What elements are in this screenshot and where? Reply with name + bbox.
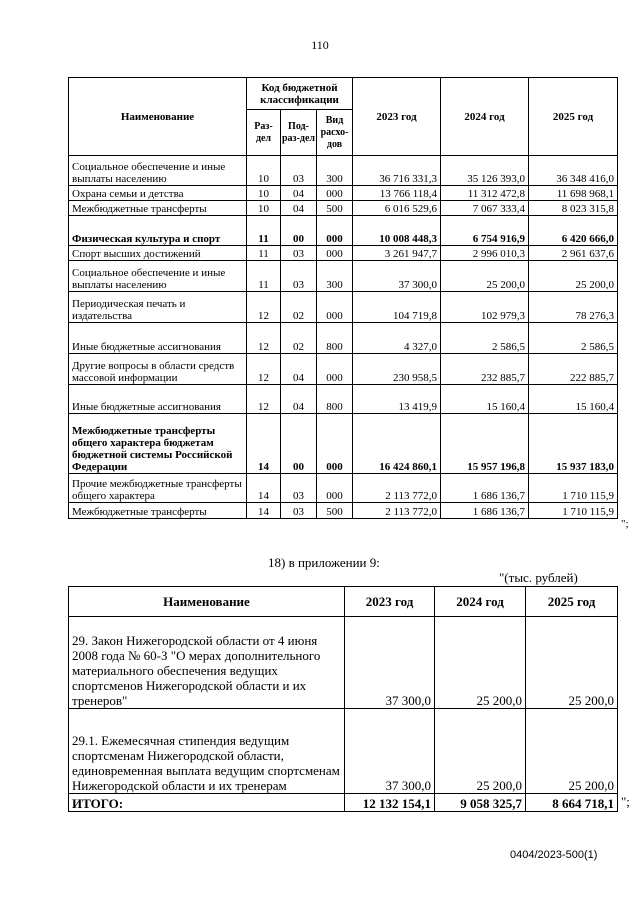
row-vid: 300 (317, 261, 353, 292)
row-vid: 000 (317, 186, 353, 201)
row-2025: 25 200,0 (526, 617, 618, 709)
row-podrazdel: 03 (281, 246, 317, 261)
table-row (69, 474, 618, 503)
row-razdel: 11 (247, 246, 281, 261)
header-2025: 2025 год (529, 78, 618, 156)
row-razdel: 14 (247, 474, 281, 503)
row-2023: 37 300,0 (345, 709, 435, 794)
header-code-group: Код бюджетной классификации (247, 78, 353, 110)
table1-closing-quote: "; (621, 518, 629, 530)
table2-closing-quote: "; (621, 794, 630, 809)
row-podrazdel: 03 (281, 503, 317, 519)
row-2024: 11 312 472,8 (441, 186, 529, 201)
row-2023: 230 958,5 (353, 354, 441, 385)
row-2025: 11 698 968,1 (529, 186, 618, 201)
row-podrazdel: 03 (281, 474, 317, 503)
row-podrazdel: 00 (281, 216, 317, 246)
table-row (69, 246, 618, 261)
row-2024: 25 200,0 (441, 261, 529, 292)
row-2024: 15 957 196,8 (441, 414, 529, 474)
units-label: "(тыс. рублей) (499, 570, 578, 585)
row-2023: 2 113 772,0 (353, 503, 441, 519)
row-2024: 1 686 136,7 (441, 474, 529, 503)
row-vid: 500 (317, 201, 353, 216)
row-2024: 25 200,0 (435, 617, 526, 709)
table-row (69, 156, 618, 186)
row-vid: 500 (317, 503, 353, 519)
total-row (69, 794, 618, 812)
row-name: Межбюджетные трансферты (69, 503, 247, 519)
row-2023: 36 716 331,3 (353, 156, 441, 186)
row-name: Иные бюджетные ассигнования (69, 385, 247, 414)
row-2025: 15 937 183,0 (529, 414, 618, 474)
table-row (69, 186, 618, 201)
row-2024: 2 996 010,3 (441, 246, 529, 261)
header-2025: 2025 год (526, 587, 618, 617)
row-name: 29. Закон Нижегородской области от 4 июня 2008 года № 60-З "О мерах дополнительного материального обеспечения ведущих спортсменов Нижегородской области и их тренеров" (69, 617, 345, 709)
row-razdel: 12 (247, 323, 281, 354)
row-podrazdel: 00 (281, 414, 317, 474)
row-podrazdel: 04 (281, 385, 317, 414)
row-vid: 300 (317, 156, 353, 186)
row-2024: 102 979,3 (441, 292, 529, 323)
row-2024: 232 885,7 (441, 354, 529, 385)
header-name: Наименование (69, 78, 247, 156)
budget-classification-table (68, 77, 618, 519)
row-2023: 10 008 448,3 (353, 216, 441, 246)
row-2025: 2 961 637,6 (529, 246, 618, 261)
row-name: Межбюджетные трансферты общего характера бюджетам бюджетной системы Российской Федерации (69, 414, 247, 474)
header-name: Наименование (69, 587, 345, 617)
row-name: Прочие межбюджетные трансферты общего характера (69, 474, 247, 503)
row-name: Периодическая печать и издательства (69, 292, 247, 323)
row-2025: 15 160,4 (529, 385, 618, 414)
row-name: Межбюджетные трансферты (69, 201, 247, 216)
row-2023: 3 261 947,7 (353, 246, 441, 261)
row-2025: 25 200,0 (526, 709, 618, 794)
table-row (69, 385, 618, 414)
row-2025: 1 710 115,9 (529, 503, 618, 519)
row-name: Социальное обеспечение и иные выплаты населению (69, 156, 247, 186)
page-number: 110 (311, 38, 329, 52)
table-row (69, 709, 618, 794)
row-name: Охрана семьи и детства (69, 186, 247, 201)
header-2024: 2024 год (441, 78, 529, 156)
row-2024: 2 586,5 (441, 323, 529, 354)
table-row (69, 503, 618, 519)
item-18-heading: 18) в приложении 9: (268, 555, 380, 570)
row-2023: 4 327,0 (353, 323, 441, 354)
row-vid: 800 (317, 323, 353, 354)
header-podrazdel: Под-раз-дел (281, 110, 317, 156)
row-vid: 000 (317, 216, 353, 246)
row-razdel: 11 (247, 261, 281, 292)
total-label: ИТОГО: (69, 794, 345, 812)
row-name: Спорт высших достижений (69, 246, 247, 261)
row-vid: 000 (317, 414, 353, 474)
header-2024: 2024 год (435, 587, 526, 617)
row-podrazdel: 04 (281, 201, 317, 216)
table-row (69, 261, 618, 292)
row-name: 29.1. Ежемесячная стипендия ведущим спортсменам Нижегородской области, единовременная выплата ведущим спортсменам Нижегородской области и их тренерам (69, 709, 345, 794)
table-row (69, 354, 618, 385)
row-vid: 000 (317, 246, 353, 261)
row-name: Социальное обеспечение и иные выплаты населению (69, 261, 247, 292)
row-2025: 78 276,3 (529, 292, 618, 323)
row-2023: 6 016 529,6 (353, 201, 441, 216)
table-row (69, 292, 618, 323)
table-row (69, 617, 618, 709)
row-2025: 222 885,7 (529, 354, 618, 385)
row-2023: 37 300,0 (345, 617, 435, 709)
row-2023: 37 300,0 (353, 261, 441, 292)
row-podrazdel: 02 (281, 323, 317, 354)
row-2024: 25 200,0 (435, 709, 526, 794)
row-2024: 7 067 333,4 (441, 201, 529, 216)
row-podrazdel: 02 (281, 292, 317, 323)
row-name: Иные бюджетные ассигнования (69, 323, 247, 354)
row-podrazdel: 03 (281, 261, 317, 292)
row-2023: 16 424 860,1 (353, 414, 441, 474)
row-2025: 25 200,0 (529, 261, 618, 292)
row-2023: 13 419,9 (353, 385, 441, 414)
header-vid: Вид расхо-дов (317, 110, 353, 156)
row-name: Другие вопросы в области средств массовой информации (69, 354, 247, 385)
row-2025: 6 420 666,0 (529, 216, 618, 246)
row-podrazdel: 03 (281, 156, 317, 186)
row-vid: 800 (317, 385, 353, 414)
row-podrazdel: 04 (281, 186, 317, 201)
total-2023: 12 132 154,1 (345, 794, 435, 812)
row-2024: 35 126 393,0 (441, 156, 529, 186)
table-row (69, 323, 618, 354)
header-razdel: Раз-дел (247, 110, 281, 156)
row-vid: 000 (317, 474, 353, 503)
row-razdel: 14 (247, 503, 281, 519)
row-razdel: 12 (247, 354, 281, 385)
document-code: 0404/2023-500(1) (510, 849, 598, 861)
row-2025: 2 586,5 (529, 323, 618, 354)
row-vid: 000 (317, 292, 353, 323)
row-2025: 36 348 416,0 (529, 156, 618, 186)
header-2023: 2023 год (353, 78, 441, 156)
row-2025: 1 710 115,9 (529, 474, 618, 503)
row-razdel: 11 (247, 216, 281, 246)
row-podrazdel: 04 (281, 354, 317, 385)
row-2024: 15 160,4 (441, 385, 529, 414)
row-2023: 104 719,8 (353, 292, 441, 323)
row-2025: 8 023 315,8 (529, 201, 618, 216)
table-row (69, 216, 618, 246)
row-name: Физическая культура и спорт (69, 216, 247, 246)
table-row (69, 414, 618, 474)
row-razdel: 12 (247, 385, 281, 414)
table-row (69, 201, 618, 216)
row-2023: 13 766 118,4 (353, 186, 441, 201)
appendix-9-table (68, 586, 618, 812)
total-2025: 8 664 718,1 (526, 794, 618, 812)
row-razdel: 12 (247, 292, 281, 323)
header-2023: 2023 год (345, 587, 435, 617)
row-razdel: 10 (247, 186, 281, 201)
row-razdel: 10 (247, 156, 281, 186)
row-razdel: 10 (247, 201, 281, 216)
row-razdel: 14 (247, 414, 281, 474)
row-2024: 6 754 916,9 (441, 216, 529, 246)
row-2024: 1 686 136,7 (441, 503, 529, 519)
row-2023: 2 113 772,0 (353, 474, 441, 503)
row-vid: 000 (317, 354, 353, 385)
total-2024: 9 058 325,7 (435, 794, 526, 812)
